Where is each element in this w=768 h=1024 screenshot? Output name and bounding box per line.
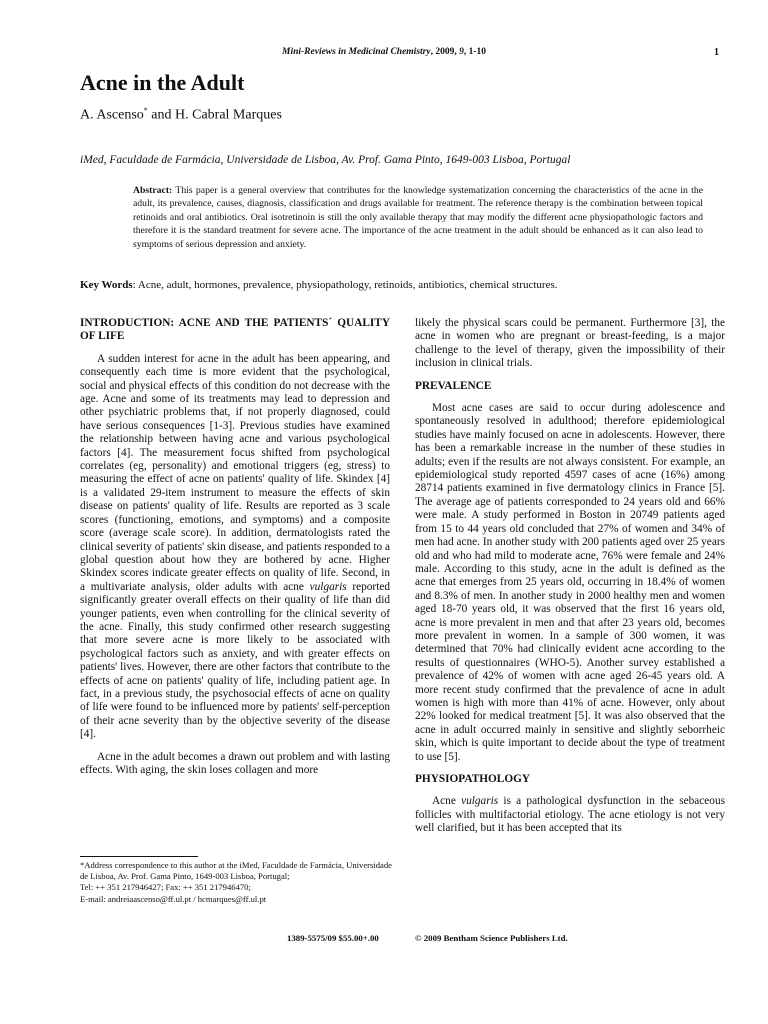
footnote-address: *Address correspondence to this author at the iMed, Faculdade de Farmácia, Universidade de Lisboa, Av. Prof. Gama Pinto, 1649-003 Lisboa, Portugal;: [80, 860, 392, 882]
journal-volume: 9: [459, 47, 464, 57]
journal-pages: 1-10: [468, 47, 486, 57]
footnote-email: E-mail: andreiaascenso@ff.ul.pt / hcmarques@ff.ul.pt: [80, 893, 267, 904]
physio-italic: vulgaris: [461, 795, 499, 808]
intro-paragraph-2: Acne in the adult becomes a drawn out problem and with lasting effects. With aging, the skin loses collagen and more: [80, 750, 390, 776]
right-column: [415, 317, 725, 845]
prevalence-paragraph: Most acne cases are said to occur during adolescence and spontaneously resolved in adulthood; therefore epidemiological studies have mainly focused on acne in adolescents. However, there has been a remarkable increase in the number of these studies in adults; even if the results are not always consistent. For example, an epidemiological study reported 4597 cases of acne (16%) among 28714 patients examined in five dermatology clinics in France [5]. The average age of patients corresponded to 24 years old and 66% were male. A study performed in Boston in 20749 patients aged from 15 to 44 years old concluded that 27% of women and 34% of men had acne. In another study with 200 patients aged over 25 years old and who had mild to moderate acne, 76% were female and 24% male. According to this study, acne in the adult is defined as the acne that emerges from 25 years old, occurring in 18.4% of women and 8.3% of men. In another study in 2000 healthy men and women aged 18-70 years old, it was observed that the first 16 years old, acne is more prevalent in men and that after 23 years old, becomes more prevalent in women. In a sample of 300 women, it was determined that 70% had clinically evident acne according to the results of questionnaires (WHO-5). Another survey established a prevalence of 42% of women with acne aged 26-45 years old. A more recent study confirmed that the prevalence of acne in adult women is high with more than 41% of acne. However, only about 22% looked for medical treatment [5]. It was also observed that the acne in adult occurred mainly in sensitive and slightly seborrheic skin, which is quite important to decide about the type of treatment to use [5].: [415, 402, 725, 763]
abstract: [133, 184, 703, 251]
page-number: 1: [714, 47, 719, 58]
footnote-phone: Tel: ++ 351 217946427; Fax: ++ 351 217946470;: [80, 882, 251, 893]
author-rest: and H. Cabral Marques: [147, 107, 282, 123]
section-heading-physiopathology: PHYSIOPATHOLOGY: [415, 773, 531, 785]
corresponding-marker: *: [143, 106, 148, 115]
copyright-footer: © 2009 Bentham Science Publishers Ltd.: [415, 933, 568, 943]
left-column: [80, 317, 390, 786]
physio-text-b: is a pathological dysfunction in the sebaceous follicles with multifactorial etiology. The acne etiology is not very well clarified, but it has been accepted that its: [415, 795, 725, 835]
keywords-label: Key Words: [80, 279, 133, 291]
keywords: [80, 278, 700, 292]
issn-footer: 1389-5575/09 $55.00+.00: [287, 933, 379, 943]
intro-p1-italic: vulgaris: [309, 580, 347, 593]
correspondence-footnote: [80, 860, 392, 905]
journal-name: Mini-Reviews in Medicinal Chemistry: [282, 47, 431, 57]
paper-title: Acne in the Adult: [80, 70, 245, 95]
journal-year: 2009: [435, 47, 455, 57]
affiliation: iMed, Faculdade de Farmácia, Universidade de Lisboa, Av. Prof. Gama Pinto, 1649-003 Lisboa, Portugal: [80, 154, 571, 166]
keywords-text: : Acne, adult, hormones, prevalence, physiopathology, retinoids, antibiotics, chemical structures.: [132, 279, 558, 291]
intro-p1-text-a: A sudden interest for acne in the adult has been appearing, and consequently each time is more evident that the psychological, social and physical effects of this condition do not decrease with the age. Acne and some of its treatments may lead to depression and other psychiatric problems that, if not properly diagnosed, could have serious consequences [1-3]. Previous studies have examined the relationship between having acne and various psychological factors [4]. The measurement focus shifted from psychological correlates (eg, personality) and emotional triggers (eg, stress) to measuring the effect of acne on patients' quality of life. Skindex [4] is a validated 29-item instrument to measure the effects of skin disease on patients' quality of life. Results are reported as 3 scale scores (functioning, emotions, and symptoms) and a composite score (average scale score). In addition, dermatologists rated the clinical severity of patients' skin disease, and patients responded to a global question about how they are bothered by acne. Higher Skindex scores indicate greater effects on quality of life. Second, in a multivariate analysis, older adults with acne: [80, 352, 390, 593]
intro-p1-text-b: reported significantly greater overall effects on their quality of life than did younger patients, even when controlling for the clinical severity of the acne. Finally, this study confirmed other research suggesting that more severe acne is more likely to be associated with psychological factors such as anxiety, and with greater effects on patients' lives. However, there are other factors that contribute to the effects of acne on patients' quality of life, including patient age. In fact, in a previous study, the psychosocial effects of acne on quality of life were found to be influenced more by patients' self-perception of their acne severity than by the objective severity of the disease [4].: [80, 580, 390, 741]
abstract-text: This paper is a general overview that contributes for the knowledge systematization concerning the characteristics of the acne in the adult, its prevalence, causes, diagnosis, classification and drugs available for treatment. The reference therapy is the combination between topical retinoids and oral antibiotics. Oral isotretinoin is still the only available therapy that may modify the different acne physiopathologic factors and therefore it is the standard treatment for severe acne. The importance of the acne treatment in the adult should be enhanced as it can also lead to symptoms of serious depression and anxiety.: [133, 185, 703, 250]
section-heading-introduction: INTRODUCTION: ACNE AND THE PATIENTS´ QUALITY OF LIFE: [80, 317, 390, 343]
section-heading-prevalence: PREVALENCE: [415, 379, 492, 392]
author-list: [80, 106, 282, 124]
intro-continuation: likely the physical scars could be permanent. Furthermore [3], the acne in women who are pregnant or breast-feeding, is a major challenge to the level of therapy, given the impossibility of their inclusion in clinical trials.: [415, 317, 725, 370]
physiopathology-paragraph: [415, 795, 725, 835]
intro-paragraph-1: [80, 353, 390, 742]
journal-header: Mini-Reviews in Medicinal Chemistry, 2009, 9, 1-10: [282, 47, 486, 57]
footnote-divider: [80, 856, 198, 857]
author-first: A. Ascenso: [80, 107, 144, 123]
abstract-label: Abstract:: [133, 185, 173, 196]
physio-text-a: Acne: [432, 795, 462, 808]
